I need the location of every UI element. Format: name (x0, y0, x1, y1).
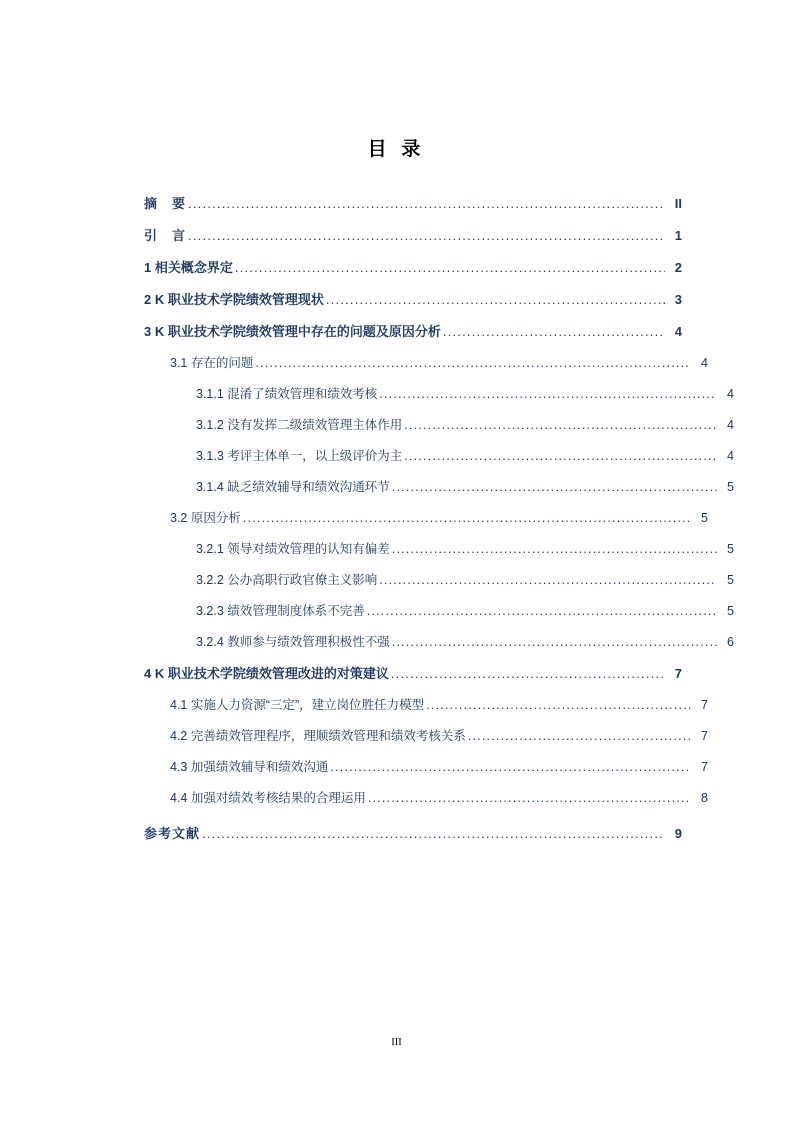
toc-entry-label: 3.1.4 缺乏绩效辅导和绩效沟通环节 (196, 480, 390, 494)
toc-entry-label: 3.1.3 考评主体单一，以上级评价为主 (196, 449, 403, 463)
toc-entry[interactable] (144, 573, 734, 588)
toc-entry-label: 参考文献 (144, 826, 201, 841)
toc-entry-page-number: 4 (701, 356, 708, 370)
toc-leader-dots (391, 668, 665, 681)
toc-leader-dots (404, 420, 717, 433)
toc-entry-label: 摘 要 (144, 196, 187, 211)
toc-entry-page-number: 7 (674, 666, 682, 681)
toc-entry-label: 3.2.3 绩效管理制度体系不完善 (196, 604, 365, 618)
toc-leader-dots (367, 606, 717, 619)
toc-entry[interactable] (144, 729, 708, 744)
toc-entry-label: 3.2.4 教师参与绩效管理积极性不强 (196, 635, 390, 649)
toc-entry-page-number: 5 (727, 573, 734, 587)
toc-entry[interactable] (144, 418, 734, 433)
toc-leader-dots (326, 294, 665, 307)
toc-entry-label: 3 K 职业技术学院绩效管理中存在的问题及原因分析 (144, 324, 441, 339)
toc-entry[interactable] (144, 356, 708, 371)
toc-leader-dots (188, 230, 665, 243)
toc-entry[interactable] (144, 635, 734, 650)
toc-leader-dots (468, 731, 691, 744)
toc-entry-page-number: 7 (701, 698, 708, 712)
toc-entry-page-number: 7 (701, 729, 708, 743)
toc-entry-page-number: 5 (727, 480, 734, 494)
toc-entry[interactable] (144, 698, 708, 713)
toc-entry[interactable] (144, 324, 682, 339)
toc-entry-label: 1 相关概念界定 (144, 260, 233, 275)
toc-entry[interactable] (144, 511, 708, 526)
toc-entry-page-number: 8 (701, 791, 708, 805)
toc-entry-page-number: 5 (727, 542, 734, 556)
toc-entry[interactable] (144, 196, 682, 211)
toc-leader-dots (243, 513, 691, 526)
toc-entry-page-number: 6 (727, 635, 734, 649)
toc-entry-page-number: 9 (674, 826, 682, 841)
toc-entry[interactable] (144, 760, 708, 775)
toc-entry-label: 4.1 实施人力资源“三定”，建立岗位胜任力模型 (170, 698, 425, 712)
toc-entry-page-number: 3 (674, 292, 682, 307)
toc-entry-label: 3.1 存在的问题 (170, 356, 254, 370)
toc-entry[interactable] (144, 542, 734, 557)
toc-entry-label: 3.2.1 领导对绩效管理的认知有偏差 (196, 542, 390, 556)
toc-entry-label: 4 K 职业技术学院绩效管理改进的对策建议 (144, 666, 389, 681)
toc-entry[interactable] (144, 449, 734, 464)
toc-entry[interactable] (144, 666, 682, 681)
toc-leader-dots (443, 326, 665, 339)
toc-entry-label: 3.1.2 没有发挥二级绩效管理主体作用 (196, 418, 403, 432)
toc-entry-page-number: 7 (701, 760, 708, 774)
toc-entry-page-number: II (674, 196, 682, 211)
toc-entry-page-number: 4 (674, 324, 682, 339)
toc-entry-page-number: 4 (727, 418, 734, 432)
toc-leader-dots (235, 262, 665, 275)
toc-leader-dots (426, 700, 691, 713)
toc-entry-label: 引 言 (144, 228, 187, 243)
toc-leader-dots (392, 482, 717, 495)
table-of-contents (144, 196, 734, 841)
toc-entry-page-number: 5 (727, 604, 734, 618)
toc-entry[interactable] (144, 387, 734, 402)
footer-page-number: III (391, 1037, 402, 1048)
toc-entry-page-number: 2 (674, 260, 682, 275)
toc-entry[interactable] (144, 480, 734, 495)
toc-leader-dots (368, 793, 691, 806)
toc-entry[interactable] (144, 826, 682, 841)
toc-entry-label: 2 K 职业技术学院绩效管理现状 (144, 292, 324, 307)
toc-entry[interactable] (144, 260, 682, 275)
toc-entry-page-number: 4 (727, 387, 734, 401)
toc-entry[interactable] (144, 604, 734, 619)
page-title: 目 录 (367, 139, 426, 160)
toc-leader-dots (392, 544, 717, 557)
toc-leader-dots (379, 575, 717, 588)
toc-entry-label: 3.2 原因分析 (170, 511, 241, 525)
toc-entry-page-number: 4 (727, 449, 734, 463)
toc-leader-dots (404, 451, 717, 464)
toc-leader-dots (202, 828, 665, 841)
toc-leader-dots (379, 389, 717, 402)
toc-entry-label: 3.1.1 混淆了绩效管理和绩效考核 (196, 387, 378, 401)
toc-entry[interactable] (144, 228, 682, 243)
toc-leader-dots (255, 358, 691, 371)
toc-entry[interactable] (144, 292, 682, 307)
toc-entry-label: 4.2 完善绩效管理程序，理顺绩效管理和绩效考核关系 (170, 729, 466, 743)
toc-entry-label: 3.2.2 公办高职行政官僚主义影响 (196, 573, 378, 587)
toc-leader-dots (188, 198, 665, 211)
toc-leader-dots (392, 637, 717, 650)
toc-entry-page-number: 1 (674, 228, 682, 243)
toc-entry-label: 4.4 加强对绩效考核结果的合理运用 (170, 791, 366, 805)
toc-entry[interactable] (144, 791, 708, 806)
toc-entry-label: 4.3 加强绩效辅导和绩效沟通 (170, 760, 329, 774)
toc-entry-page-number: 5 (701, 511, 708, 525)
toc-leader-dots (330, 762, 691, 775)
